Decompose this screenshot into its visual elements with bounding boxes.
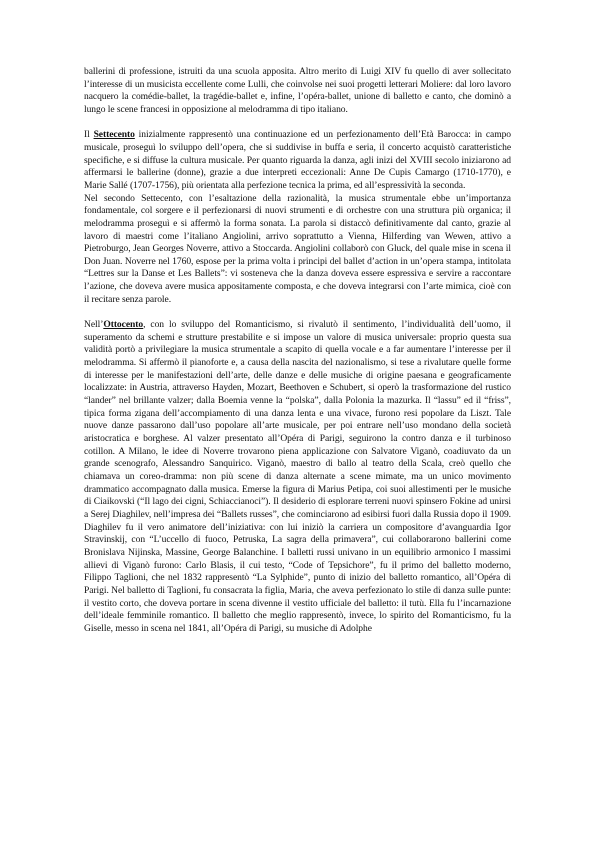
paragraph-prefix: Il: [84, 129, 94, 141]
paragraph-secondo-settecento: Nel secondo Settecento, con l’esaltazione della razionalità, la musica strumentale ebbe un’importanza fondamentale, col sorgere e il perfezionarsi di nuovi strumenti e di orchestre con una struttura più organica; il melodramma proseguì e si affermò la forma sonata. La parola si distaccò definitivamente dal canto, grazie al lavoro di maestri come l’italiano Angiolini, arrivo soprattutto a Vienna, Hilferding van Wewen, attivo a Pietroburgo, Jean Georges Noverre, attivo a Stoccarda. Angiolini collaborò con Gluck, del quale mise in scena il Don Juan. Noverre nel 1760, espose per la prima volta i principi del ballet d’action in un’opera stampa, intitolata “Lettres sur la Danse et Les Ballets”: vi sosteneva che la danza doveva essere espressiva e servire a raccontare l’azione, che doveva avere musica appositamente composta, e che doveva integrarsi con l’arte mimica, cioè con il recitare senza parole.: [84, 192, 511, 305]
keyword-ottocento: Ottocento: [103, 319, 144, 331]
keyword-settecento: Settecento: [93, 129, 135, 141]
paragraph-luigi-xiv: ballerini di professione, istruiti da una scuola apposita. Altro merito di Luigi XIV fu quello di aver sollecitato l’interesse di un musicista eccellente come Lulli, che coinvolse nei suoi progetti letterari Moliere: dal loro lavoro nacquero la comédie-ballet, la tragédie-ballet e, infine, l’opéra-ballet, unione di balletto e canto, che dominò a lungo le scene francesi in opposizione al melodramma di tipo italiano.: [84, 66, 511, 115]
paragraph-prefix: Nell’: [84, 319, 104, 331]
paragraph-spacer: [84, 117, 511, 130]
paragraph-body: , con lo sviluppo del Romanticismo, si rivalutò il sentimento, l’individualità dell’uomo, il superamento da schemi e strutture prestabilite e si impose un valore di musica universale: proprio questa sua validità portò a privilegiare la musica strumentale a scapito di quella vocale e a far aumentare l’interesse per il melodramma. Si affermò il pianoforte e, a causa della nascita del nazionalismo, si tese a rivalutare quelle forme di interesse per le manifestazioni dell’arte, delle danze e delle musiche di origine paesana e geograficamente localizzate: in Austria, attraverso Hayden, Mozart, Beethoven e Schubert, si operò la trasformazione del rustico “lander” nel brillante valzer; dalla Boemia venne la “polska”, dalla Polonia la mazurka. Il “lassu” ed il “friss”, tipica forma zigana dell’accompiamento di una danza lenta e una vivace, furono resi popolare da Liszt. Tale nuove danze passarono dall’uso popolare all’arte musicale, per poi entrare nell’uso mondano della società aristocratica e borghese. Al valzer presentato all’Opéra di Parigi, seguirono la contro danza e il turbinoso cotillon. A Milano, le idee di Noverre trovarono piena applicazione con Salvatore Viganò, coadiuvato da un grande scenografo, Alessandro Sanquirico. Viganò, maestro di ballo al teatro della Scala, creò quello che chiamava un coreo-dramma: non più scene di danza alternate a scene mimate, ma un unico movimento drammatico accompagnato dalla musica. Emerse la figura di Marius Petipa, coi suoi allestimenti per le musiche di Ciaikovski (“Il lago dei cigni, Schiaccianoci”). Il desiderio di esplorare terreni nuovi spinsero Fokine ad unirsi a Serej Diaghilev, nell’impresa dei “Ballets russes”, che cominciarono ad esibirsi fuori dalla Russia dopo il 1909. Diaghilev fu il vero animatore dell’iniziativa: con lui iniziò la carriera un compositore d’avanguardia Igor Stravinskij, con “L’uccello di fuoco, Petruska, La sagra della primavera”, cui collaborarono ballerini come Bronislava Nijinska, Massine, George Balanchine. I balletti russi univano in un equilibrio armonico I massimi allievi di Viganò furono: Carlo Blasis, il cui testo, “Code of Tepsichore”, fu il primo del balletto moderno, Filippo Taglioni, che nel 1832 rappresentò “La Sylphide”, punto di inizio del balletto romantico, all’Opéra di Parigi. Nel balletto di Taglioni, fu consacrata la figlia, Maria, che aveva perfezionato lo stile di danza sulle punte: il vestito corto, che doveva portare in scena divenne il vestito ufficiale del balletto: il tutù. Ella fu l’incarnazione dell’ideale femminile romantico. Il balletto che meglio rappresentò, invece, lo spirito del Romanticismo, fu la Giselle, messo in scena nel 1841, all’Opéra di Parigi, su musiche di Adolphe: [84, 319, 511, 634]
document-page: [84, 66, 511, 636]
paragraph-settecento: [84, 129, 511, 192]
paragraph-ottocento: [84, 319, 511, 635]
paragraph-spacer: [84, 306, 511, 319]
paragraph-body: inizialmente rappresentò una continuazione ed un perfezionamento dell’Età Barocca: in campo musicale, proseguì lo sviluppo dell’opera, che si suddivise in buffa e seria, il concerto acquistò caratteristiche specifiche, e si diffuse la cultura musicale. Per quanto riguarda la danza, agli inizi del XVIII secolo iniziarono ad affermarsi le ballerine (donne), grazie a due interpreti eccezionali: Anne De Cupis Camargo (1710-1770), e Marie Sallé (1707-1756), più orientata alla perfezione tecnica la prima, ed all’espressività la seconda.: [84, 129, 511, 191]
